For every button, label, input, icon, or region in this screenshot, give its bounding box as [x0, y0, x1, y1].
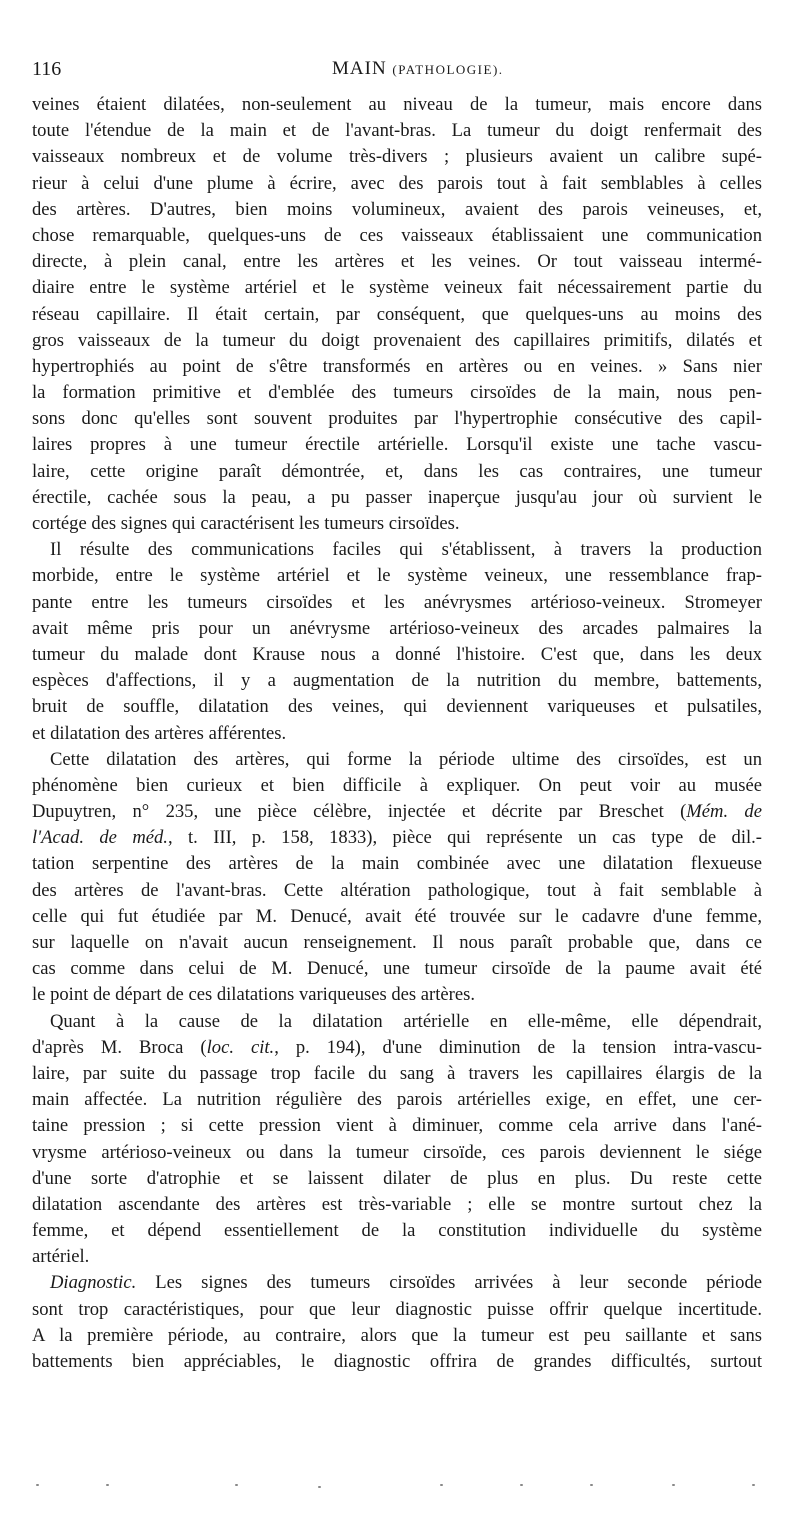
body-text — [32, 92, 762, 1375]
text-line: réseau capillaire. Il était certain, par conséquent, que quelques-uns au moins des — [32, 303, 762, 325]
text-line: phénomène bien curieux et bien difficile à expliquer. On peut voir au musée — [32, 774, 762, 796]
text-line: diaire entre le système artériel et le système veineux fait nécessairement partie du — [32, 277, 762, 299]
scan-speck — [440, 1484, 443, 1486]
text-line: la formation primitive et d'emblée des tumeurs cirsoïdes de la main, nous pen- — [32, 382, 762, 404]
text-line: des artères. D'autres, bien moins volumineux, avaient des parois veineuses, et, — [32, 198, 762, 220]
scan-speck — [36, 1484, 39, 1486]
text-line: gros vaisseaux de la tumeur du doigt provenaient des capillaires primitifs, dilatés et — [32, 329, 762, 351]
text-line: main affectée. La nutrition régulière des parois artérielles exige, en effet, une cer- — [32, 1089, 762, 1111]
scan-speck — [752, 1484, 755, 1486]
scan-speck — [520, 1484, 523, 1486]
text-line: rieur à celui d'une plume à écrire, avec des parois tout à fait semblables à celles — [32, 172, 762, 194]
running-head-title: MAIN — [332, 58, 387, 79]
text-line: morbide, entre le système artériel et le système veineux, une ressemblance frap- — [32, 565, 762, 587]
text-line: des artères de l'avant-bras. Cette altération pathologique, tout à fait semblable à — [32, 879, 762, 901]
text-line: avait même pris pour un anévrysme artérioso-veineux des arcades palmaires la — [32, 617, 762, 639]
text-line: tation serpentine des artères de la main combinée avec une dilatation flexueuse — [32, 853, 762, 875]
text-line: bruit de souffle, dilatation des veines, qui deviennent variqueuses et pulsatiles, — [32, 696, 762, 718]
text-line: tumeur du malade dont Krause nous a donné l'histoire. C'est que, dans les deux — [32, 643, 762, 665]
text-line: Diagnostic. Les signes des tumeurs cirsoïdes arrivées à leur seconde période — [50, 1272, 762, 1294]
scan-speck — [235, 1484, 238, 1486]
text-line: directe, à plein canal, entre les artères et les veines. Or tout vaisseau intermé- — [32, 251, 762, 273]
text-line: cas comme dans celui de M. Denucé, une tumeur cirsoïde de la paume avait été — [32, 958, 762, 980]
text-line: sur laquelle on n'avait aucun renseignement. Il nous paraît probable que, dans ce — [32, 932, 762, 953]
page-header — [32, 58, 762, 88]
text-line: sons donc qu'elles sont souvent produites par l'hypertrophie consécutive des capil- — [32, 408, 762, 430]
text-line: laire, par suite du passage trop facile du sang à travers les capillaires élargis de la — [32, 1062, 762, 1084]
scan-speck — [318, 1486, 321, 1488]
scan-speck — [672, 1484, 675, 1486]
text-line: vaisseaux nombreux et de volume très-divers ; plusieurs avaient un calibre supé- — [32, 146, 762, 168]
text-line: dilatation ascendante des artères est très-variable ; elle se montre surtout chez la — [32, 1193, 762, 1215]
text-line: femme, et dépend essentiellement de la constitution individuelle du système — [32, 1220, 762, 1242]
text-line: veines étaient dilatées, non-seulement au niveau de la tumeur, mais encore dans — [32, 94, 762, 115]
text-line: toute l'étendue de la main et de l'avant-bras. La tumeur du doigt renfermait des — [32, 120, 762, 142]
text-line: érectile, cachée sous la peau, a pu passer inaperçue jusqu'au jour où survient le — [32, 486, 762, 508]
text-line: Dupuytren, n° 235, une pièce célèbre, injectée et décrite par Breschet (Mém. de — [32, 801, 762, 823]
text-line: artériel. — [32, 1246, 90, 1268]
text-line: Il résulte des communications faciles qui s'établissent, à travers la production — [50, 539, 762, 561]
text-line: le point de départ de ces dilatations variqueuses des artères. — [32, 984, 475, 1006]
running-head — [332, 58, 504, 80]
text-line: pante entre les tumeurs cirsoïdes et les anévrysmes artérioso-veineux. Stromeyer — [32, 591, 762, 613]
text-line: hypertrophiés au point de s'être transformés en artères ou en veines. » Sans nier — [32, 355, 762, 377]
text-line: Quant à la cause de la dilatation artérielle en elle-même, elle dépendrait, — [50, 1010, 762, 1032]
text-line: chose remarquable, quelques-uns de ces vaisseaux établissaient une communication — [32, 224, 762, 246]
text-line: sont trop caractéristiques, pour que leur diagnostic puisse offrir quelque incertitude. — [32, 1298, 762, 1320]
text-line: espèces d'affections, il y a augmentation de la nutrition du membre, battements, — [32, 670, 762, 692]
text-line: A la première période, au contraire, alors que la tumeur est peu saillante et sans — [32, 1324, 762, 1346]
running-head-subtitle: (PATHOLOGIE). — [392, 62, 504, 77]
text-line: d'une sorte d'atrophie et se laissent dilater de plus en plus. Du reste cette — [32, 1167, 762, 1189]
scan-speck — [106, 1484, 109, 1486]
text-line: battements bien appréciables, le diagnostic offrira de grandes difficultés, surtout — [32, 1351, 762, 1372]
text-line: vrysme artérioso-veineux ou dans la tumeur cirsoïde, ces parois deviennent le siége — [32, 1141, 762, 1163]
text-line: laire, cette origine paraît démontrée, et, dans les cas contraires, une tumeur — [32, 460, 762, 482]
text-line: laires propres à une tumeur érectile artérielle. Lorsqu'il existe une tache vascu- — [32, 434, 762, 456]
text-line: d'après M. Broca (loc. cit., p. 194), d'une diminution de la tension intra-vascu- — [32, 1036, 762, 1058]
text-line: l'Acad. de méd., t. III, p. 158, 1833), pièce qui représente un cas type de dil.- — [32, 827, 762, 849]
text-line: cortége des signes qui caractérisent les tumeurs cirsoïdes. — [32, 513, 460, 534]
text-line: taine pression ; si cette pression vient à diminuer, comme cela arrive dans l'ané- — [32, 1115, 762, 1137]
text-line: celle qui fut étudiée par M. Denucé, avait été trouvée sur le cadavre d'une femme, — [32, 905, 762, 927]
text-line: et dilatation des artères afférentes. — [32, 722, 287, 744]
page-number: 116 — [32, 58, 62, 80]
text-line: Cette dilatation des artères, qui forme la période ultime des cirsoïdes, est un — [50, 748, 762, 770]
scan-speck — [590, 1484, 593, 1486]
